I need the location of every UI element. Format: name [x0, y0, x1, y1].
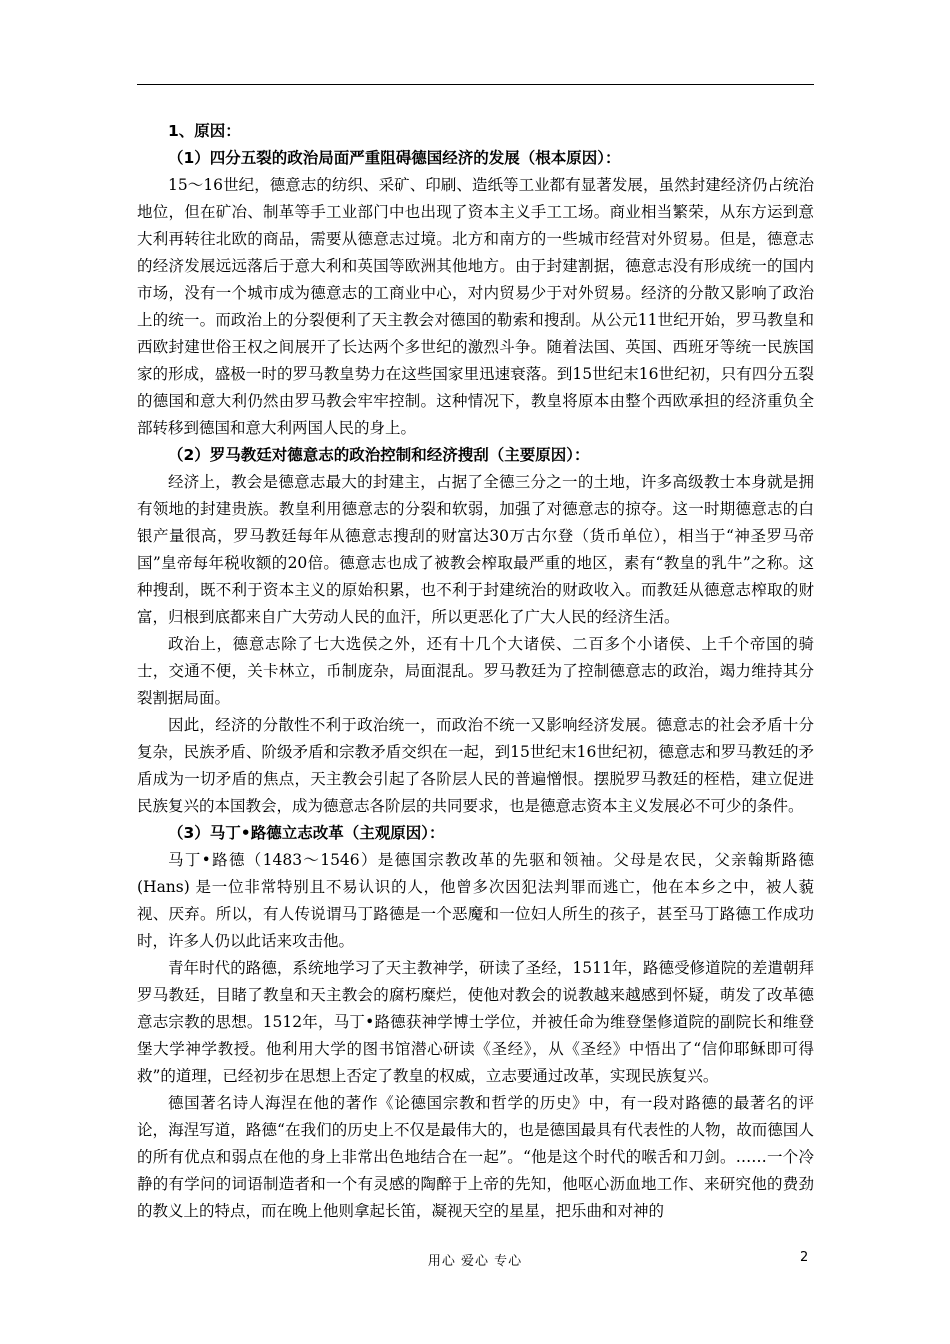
- page-number: 2: [800, 1250, 809, 1265]
- paragraph: 马丁•路德（1483～1546）是德国宗教改革的先驱和领袖。父母是农民，父亲翰斯路德(Hans) 是一位非常特别且不易认识的人，他曾多次因犯法判罪而逃亡，他在本乡之中，被人藐视、厌弃。所以，有人传说谓马丁路德是一个恶魔和一位妇人所生的孩子，甚至马丁路德工作成功时，许多人仍以此话来攻击他。: [137, 851, 814, 950]
- paragraph: 15～16世纪，德意志的纺织、采矿、印刷、造纸等工业都有显著发展，虽然封建经济仍占统治地位，但在矿冶、制革等手工业部门中也出现了资本主义手工工场。商业相当繁荣，从东方运到意大利再转往北欧的商品，需要从德意志过境。北方和南方的一些城市经营对外贸易。但是，德意志的经济发展远远落后于意大利和英国等欧洲其他地方。由于封建割据，德意志没有形成统一的国内市场，没有一个城市成为德意志的工商业中心，对内贸易少于对外贸易。经济的分散又影响了政治上的统一。而政治上的分裂便利了天主教会对德国的勒索和搜刮。从公元11世纪开始，罗马教皇和西欧封建世俗王权之间展开了长达两个多世纪的激烈斗争。随着法国、英国、西班牙等统一民族国家的形成，盛极一时的罗马教皇势力在这些国家里迅速衰落。到15世纪末16世纪初，只有四分五裂的德国和意大利仍然由罗马教会牢牢控制。这种情况下，教皇将原本由整个西欧承担的经济重负全部转移到德国和意大利两国人民的身上。: [137, 176, 814, 437]
- header-rule: [137, 84, 814, 85]
- footer-motto: 用心 爱心 专心: [427, 1254, 523, 1269]
- main-heading: 1、原因：: [168, 122, 241, 140]
- section-heading-1: （1）四分五裂的政治局面严重阻碍德国经济的发展（根本原因）：: [168, 149, 621, 167]
- paragraph: 政治上，德意志除了七大选侯之外，还有十几个大诸侯、二百多个小诸侯、上千个帝国的骑士，交通不便，关卡林立，币制庞杂，局面混乱。罗马教廷为了控制德意志的政治，竭力维持其分裂割据局面。: [137, 635, 814, 707]
- paragraph: 德国著名诗人海涅在他的著作《论德国宗教和哲学的历史》中，有一段对路德的最著名的评论，海涅写道，路德“在我们的历史上不仅是最伟大的，也是德国最具有代表性的人物，故而德国人的所有优点和弱点在他的身上非常出色地结合在一起”。“他是这个时代的喉舌和刀剑。……一个冷静的有学问的词语制造者和一个有灵感的陶醉于上帝的先知，他呕心沥血地工作、来研究他的费劲的教义上的特点，而在晚上他则拿起长笛，凝视天空的星星，把乐曲和对神的: [137, 1094, 814, 1220]
- section-heading-3: （3）马丁•路德立志改革（主观原因）：: [168, 824, 445, 842]
- document-body: [137, 118, 814, 1225]
- paragraph: 青年时代的路德，系统地学习了天主教神学，研读了圣经，1511年，路德受修道院的差遣朝拜罗马教廷，目睹了教皇和天主教会的腐朽糜烂，使他对教会的说教越来越感到怀疑，萌发了改革德意志宗教的思想。1512年，马丁•路德获神学博士学位，并被任命为维登堡修道院的副院长和维登堡大学神学教授。他利用大学的图书馆潜心研读《圣经》，从《圣经》中悟出了“信仰耶稣即可得救”的道理，已经初步在思想上否定了教皇的权威，立志要通过改革，实现民族复兴。: [137, 959, 814, 1085]
- paragraph: 经济上，教会是德意志最大的封建主，占据了全德三分之一的土地，许多高级教士本身就是拥有领地的封建贵族。教皇利用德意志的分裂和软弱，加强了对德意志的掠夺。这一时期德意志的白银产量很高，罗马教廷每年从德意志搜刮的财富达30万古尔登（货币单位），相当于“神圣罗马帝国”皇帝每年税收额的20倍。德意志也成了被教会榨取最严重的地区，素有“教皇的乳牛”之称。这种搜刮，既不利于资本主义的原始积累，也不利于封建统治的财政收入。而教廷从德意志榨取的财富，归根到底都来自广大劳动人民的血汗，所以更恶化了广大人民的经济生活。: [137, 473, 814, 626]
- section-heading-2: （2）罗马教廷对德意志的政治控制和经济搜刮（主要原因）：: [168, 446, 590, 464]
- paragraph: 因此，经济的分散性不利于政治统一，而政治不统一又影响经济发展。德意志的社会矛盾十分复杂，民族矛盾、阶级矛盾和宗教矛盾交织在一起，到15世纪末16世纪初，德意志和罗马教廷的矛盾成为一切矛盾的焦点，天主教会引起了各阶层人民的普遍憎恨。摆脱罗马教廷的桎梏，建立促进民族复兴的本国教会，成为德意志各阶层的共同要求，也是德意志资本主义发展必不可少的条件。: [137, 716, 814, 815]
